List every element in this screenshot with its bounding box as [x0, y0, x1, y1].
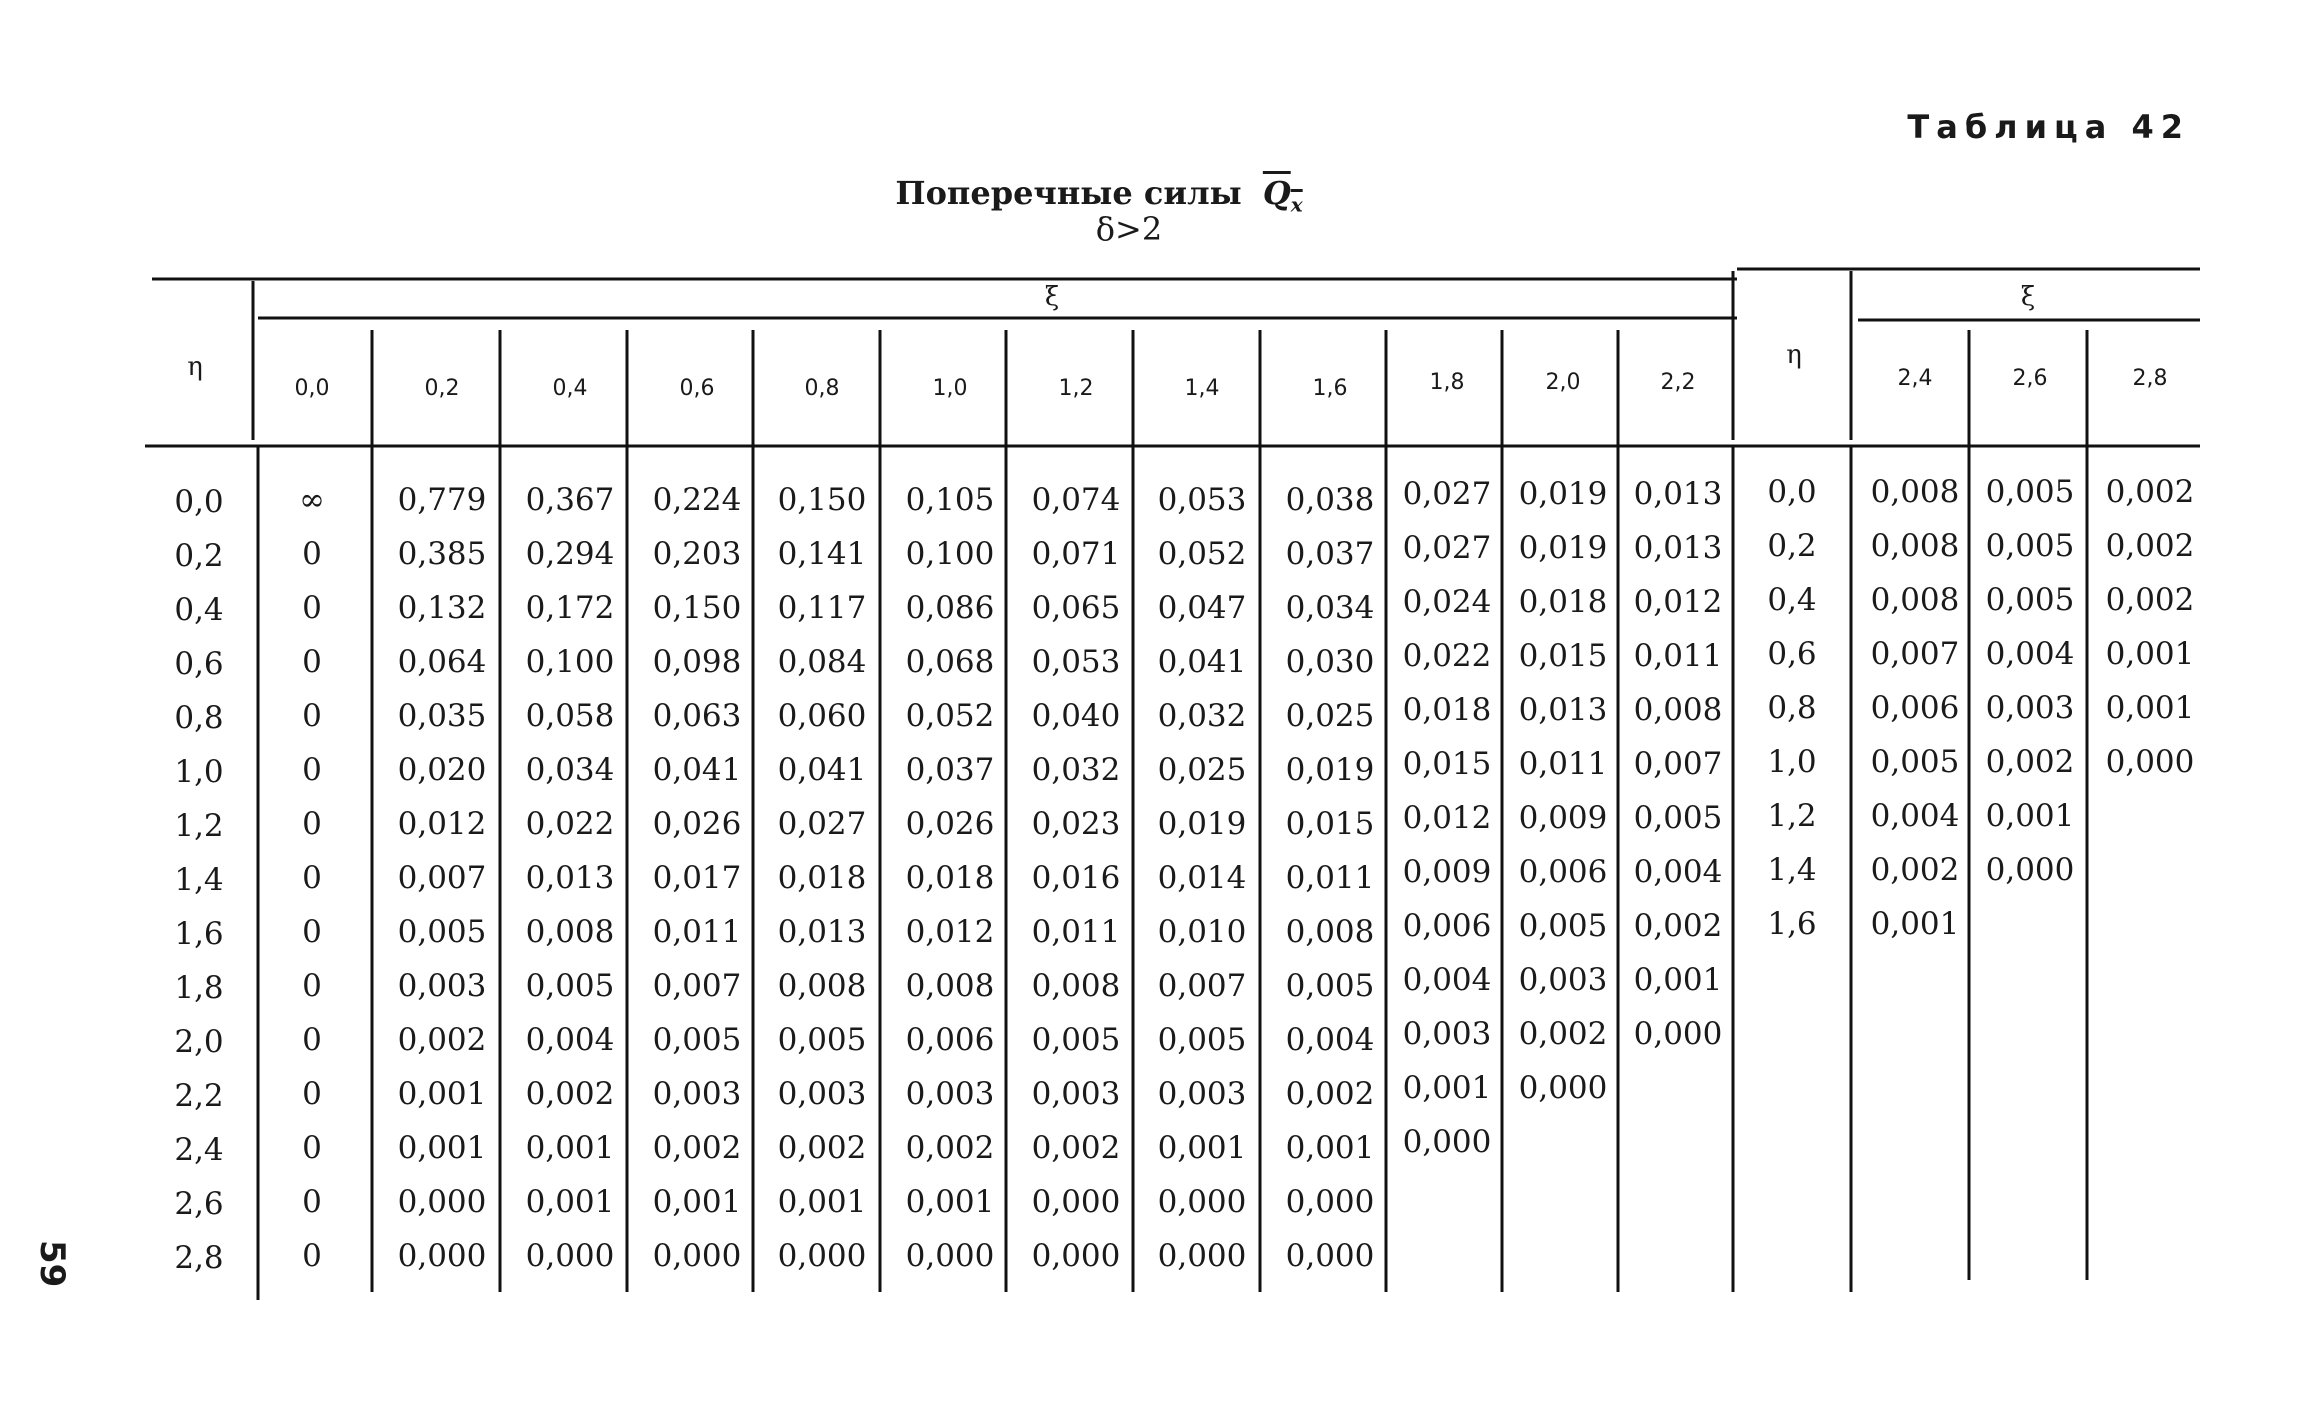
table-cell: 0,172 — [525, 590, 615, 626]
table-cell: 0,027 — [1402, 530, 1492, 566]
table-cell: 0,019 — [1518, 530, 1608, 566]
table-cell: 0,002 — [652, 1130, 742, 1166]
table-cell: 0,015 — [1285, 806, 1375, 842]
table-cell: 0,004 — [525, 1022, 615, 1058]
table-cell: 0,013 — [777, 914, 867, 950]
xi-column-header: 0,2 — [424, 376, 460, 401]
table-cell: 0,005 — [1985, 582, 2075, 618]
table-cell: 0 — [302, 1238, 322, 1274]
xi-column-header: 2,2 — [1660, 370, 1696, 395]
table-cell: 0,001 — [2105, 636, 2195, 672]
table-cell: 0,037 — [905, 752, 995, 788]
table-cell: 0,018 — [905, 860, 995, 896]
table-cell: 0,022 — [1402, 638, 1492, 674]
table-cell: 0,141 — [777, 536, 867, 572]
table-cell: 0 — [302, 536, 322, 572]
table-cell: 0 — [302, 1184, 322, 1220]
table-cell: 0 — [302, 860, 322, 896]
table-cell: 0,294 — [525, 536, 615, 572]
table-cell: 0,063 — [652, 698, 742, 734]
eta-row-label: 2,4 — [174, 1132, 224, 1168]
table-cell: 0,019 — [1285, 752, 1375, 788]
page-number: 59 — [32, 1240, 72, 1288]
table-cell: 0,012 — [1402, 800, 1492, 836]
table-cell: 0,018 — [1518, 584, 1608, 620]
table-cell: 0,019 — [1518, 476, 1608, 512]
table-cell: 0,001 — [525, 1130, 615, 1166]
table-cell: 0,041 — [1157, 644, 1247, 680]
table-cell: 0,132 — [397, 590, 487, 626]
table-cell: 0,007 — [397, 860, 487, 896]
table-cell: 0,005 — [1985, 528, 2075, 564]
table-cell: 0,002 — [2105, 474, 2195, 510]
table-cell: 0,003 — [1031, 1076, 1121, 1112]
table-cell: 0,007 — [1633, 746, 1723, 782]
table-cell: 0,005 — [1157, 1022, 1247, 1058]
table-cell: 0,002 — [777, 1130, 867, 1166]
eta-row-label: 1,0 — [174, 754, 224, 790]
table-cell: 0,001 — [1870, 906, 1960, 942]
eta-row-label: 0,0 — [1767, 474, 1817, 510]
table-cell: 0,034 — [1285, 590, 1375, 626]
table-cell: 0,002 — [525, 1076, 615, 1112]
table-cell: 0 — [302, 968, 322, 1004]
xi-column-header: 2,8 — [2132, 366, 2168, 391]
table-cell: 0,058 — [525, 698, 615, 734]
table-cell: 0,000 — [1402, 1124, 1492, 1160]
table-cell: 0,018 — [777, 860, 867, 896]
xi-column-header: 0,4 — [552, 376, 588, 401]
table-cell: 0,018 — [1402, 692, 1492, 728]
table-cell: 0,040 — [1031, 698, 1121, 734]
eta-row-label: 2,2 — [174, 1078, 224, 1114]
table-cell: 0,367 — [525, 482, 615, 518]
table-cell: 0,105 — [905, 482, 995, 518]
table-cell: 0,008 — [525, 914, 615, 950]
table-cell: 0,004 — [1633, 854, 1723, 890]
title-text: Поперечные силы — [895, 174, 1242, 212]
table-cell: 0,065 — [1031, 590, 1121, 626]
table-cell: 0,000 — [1031, 1184, 1121, 1220]
table-cell: 0,000 — [1633, 1016, 1723, 1052]
table-cell: 0,007 — [652, 968, 742, 1004]
table-cell: 0,007 — [1870, 636, 1960, 672]
table-cell: 0 — [302, 698, 322, 734]
table-cell: 0,002 — [1633, 908, 1723, 944]
table-cell: 0,027 — [1402, 476, 1492, 512]
table-cell: 0 — [302, 1022, 322, 1058]
table-cell: 0,203 — [652, 536, 742, 572]
table-cell: 0,001 — [1633, 962, 1723, 998]
table-cell: 0,030 — [1285, 644, 1375, 680]
table-cell: 0,005 — [1633, 800, 1723, 836]
table-cell: 0,008 — [1870, 528, 1960, 564]
table-cell: 0,000 — [1157, 1184, 1247, 1220]
table-cell: 0,025 — [1157, 752, 1247, 788]
table-subtitle: δ>2 — [1095, 210, 1163, 248]
xi-label: ξ — [1044, 282, 1060, 312]
table-cell: 0,003 — [652, 1076, 742, 1112]
table-cell: 0,224 — [652, 482, 742, 518]
eta-row-label: 1,6 — [174, 916, 224, 952]
table-cell: 0,001 — [1157, 1130, 1247, 1166]
table-cell: 0,098 — [652, 644, 742, 680]
table-cell: 0,013 — [525, 860, 615, 896]
xi-column-header: 1,8 — [1429, 370, 1465, 395]
table-cell: 0,000 — [905, 1238, 995, 1274]
table-cell: 0,013 — [1633, 530, 1723, 566]
table-cell: ∞ — [299, 482, 325, 518]
table-cell: 0,002 — [2105, 528, 2195, 564]
table-cell: 0,005 — [1518, 908, 1608, 944]
table-cell: 0,003 — [905, 1076, 995, 1112]
table-cell: 0,086 — [905, 590, 995, 626]
title-symbol: $Q_x$ — [1262, 174, 1303, 217]
eta-row-label: 0,4 — [174, 592, 224, 628]
table-cell: 0,008 — [1031, 968, 1121, 1004]
table-cell: 0,017 — [652, 860, 742, 896]
table-cell: 0,005 — [1031, 1022, 1121, 1058]
table-cell: 0,015 — [1518, 638, 1608, 674]
table-cell: 0,100 — [525, 644, 615, 680]
table-cell: 0,000 — [525, 1238, 615, 1274]
table-cell: 0,003 — [1402, 1016, 1492, 1052]
table-cell: 0,005 — [525, 968, 615, 1004]
table-cell: 0,007 — [1157, 968, 1247, 1004]
eta-row-label: 0,6 — [1767, 636, 1817, 672]
table-cell: 0,071 — [1031, 536, 1121, 572]
table-cell: 0,002 — [1985, 744, 2075, 780]
xi-column-header: 0,0 — [294, 376, 330, 401]
table-cell: 0,100 — [905, 536, 995, 572]
table-cell: 0,026 — [905, 806, 995, 842]
table-cell: 0,150 — [777, 482, 867, 518]
table-cell: 0,010 — [1157, 914, 1247, 950]
table-cell: 0,038 — [1285, 482, 1375, 518]
xi-column-header: 2,4 — [1897, 366, 1933, 391]
eta-row-label: 1,4 — [1767, 852, 1817, 888]
eta-row-label: 1,6 — [1767, 906, 1817, 942]
xi-column-header: 0,6 — [679, 376, 715, 401]
table-cell: 0,000 — [1285, 1184, 1375, 1220]
table-cell: 0,023 — [1031, 806, 1121, 842]
table-cell: 0,000 — [652, 1238, 742, 1274]
table-cell: 0,032 — [1157, 698, 1247, 734]
eta-row-label: 0,2 — [174, 538, 224, 574]
eta-row-label: 0,0 — [174, 484, 224, 520]
table-cell: 0,002 — [397, 1022, 487, 1058]
eta-row-label: 2,8 — [174, 1240, 224, 1276]
table-cell: 0,001 — [1985, 798, 2075, 834]
table-cell: 0,026 — [652, 806, 742, 842]
table-cell: 0,008 — [777, 968, 867, 1004]
table-cell: 0,002 — [1518, 1016, 1608, 1052]
table-cell: 0,012 — [905, 914, 995, 950]
table-cell: 0,002 — [1031, 1130, 1121, 1166]
table-cell: 0,009 — [1518, 800, 1608, 836]
table-cell: 0,014 — [1157, 860, 1247, 896]
table-cell: 0 — [302, 644, 322, 680]
table-cell: 0,002 — [1870, 852, 1960, 888]
table-cell: 0,034 — [525, 752, 615, 788]
eta-label: η — [1786, 340, 1802, 370]
table-cell: 0,001 — [777, 1184, 867, 1220]
table-cell: 0,013 — [1633, 476, 1723, 512]
table-cell: 0,035 — [397, 698, 487, 734]
table-cell: 0,004 — [1985, 636, 2075, 672]
xi-column-header: 2,6 — [2012, 366, 2048, 391]
table-cell: 0,003 — [1157, 1076, 1247, 1112]
table-cell: 0,008 — [1285, 914, 1375, 950]
table-cell: 0,024 — [1402, 584, 1492, 620]
table-cell: 0,012 — [1633, 584, 1723, 620]
table-cell: 0,005 — [777, 1022, 867, 1058]
table-cell: 0,003 — [777, 1076, 867, 1112]
xi-column-header: 1,0 — [932, 376, 968, 401]
table-cell: 0,000 — [1031, 1238, 1121, 1274]
eta-row-label: 1,0 — [1767, 744, 1817, 780]
table-cell: 0,000 — [777, 1238, 867, 1274]
table-cell: 0,001 — [397, 1076, 487, 1112]
table-cell: 0,001 — [1285, 1130, 1375, 1166]
table-cell: 0,005 — [1870, 744, 1960, 780]
table-cell: 0,001 — [905, 1184, 995, 1220]
table-cell: 0,001 — [2105, 690, 2195, 726]
table-cell: 0,000 — [397, 1238, 487, 1274]
xi-column-header: 1,4 — [1184, 376, 1220, 401]
table-cell: 0,084 — [777, 644, 867, 680]
table-cell: 0,001 — [397, 1130, 487, 1166]
table-cell: 0,001 — [652, 1184, 742, 1220]
table-cell: 0,011 — [1031, 914, 1121, 950]
table-cell: 0,117 — [777, 590, 867, 626]
eta-row-label: 0,4 — [1767, 582, 1817, 618]
table-cell: 0,020 — [397, 752, 487, 788]
table-cell: 0,150 — [652, 590, 742, 626]
table-cell: 0,019 — [1157, 806, 1247, 842]
table-cell: 0,005 — [397, 914, 487, 950]
table-cell: 0,000 — [1985, 852, 2075, 888]
eta-row-label: 2,0 — [174, 1024, 224, 1060]
table-cell: 0 — [302, 752, 322, 788]
table-cell: 0,011 — [1633, 638, 1723, 674]
table-cell: 0,011 — [652, 914, 742, 950]
table-cell: 0,006 — [1402, 908, 1492, 944]
table-cell: 0,385 — [397, 536, 487, 572]
table-cell: 0,064 — [397, 644, 487, 680]
table-cell: 0,006 — [905, 1022, 995, 1058]
table-cell: 0,003 — [1985, 690, 2075, 726]
table-cell: 0,005 — [1985, 474, 2075, 510]
table-cell: 0,053 — [1031, 644, 1121, 680]
table-cell: 0,052 — [905, 698, 995, 734]
table-cell: 0,012 — [397, 806, 487, 842]
eta-row-label: 1,2 — [174, 808, 224, 844]
table-cell: 0,006 — [1870, 690, 1960, 726]
table-cell: 0,011 — [1285, 860, 1375, 896]
table-cell: 0 — [302, 914, 322, 950]
eta-row-label: 0,8 — [1767, 690, 1817, 726]
table-cell: 0,013 — [1518, 692, 1608, 728]
xi-column-header: 1,2 — [1058, 376, 1094, 401]
table-cell: 0,047 — [1157, 590, 1247, 626]
table-cell: 0,005 — [652, 1022, 742, 1058]
table-cell: 0,002 — [1285, 1076, 1375, 1112]
table-cell: 0 — [302, 806, 322, 842]
eta-row-label: 1,8 — [174, 970, 224, 1006]
eta-row-label: 0,2 — [1767, 528, 1817, 564]
table-cell: 0,000 — [1518, 1070, 1608, 1106]
table-cell: 0,008 — [1633, 692, 1723, 728]
table-label: Таблица 42 — [1907, 108, 2190, 146]
table-cell: 0,025 — [1285, 698, 1375, 734]
table-cell: 0,004 — [1870, 798, 1960, 834]
eta-row-label: 1,4 — [174, 862, 224, 898]
table-cell: 0,001 — [525, 1184, 615, 1220]
eta-row-label: 0,6 — [174, 646, 224, 682]
table-cell: 0,008 — [905, 968, 995, 1004]
table-cell: 0,052 — [1157, 536, 1247, 572]
xi-column-header: 1,6 — [1312, 376, 1348, 401]
table-cell: 0,032 — [1031, 752, 1121, 788]
eta-label: η — [187, 352, 203, 382]
table-cell: 0,041 — [777, 752, 867, 788]
table-cell: 0,060 — [777, 698, 867, 734]
table-cell: 0,003 — [397, 968, 487, 1004]
table-cell: 0,006 — [1518, 854, 1608, 890]
table-cell: 0,003 — [1518, 962, 1608, 998]
table-cell: 0,053 — [1157, 482, 1247, 518]
table-cell: 0,001 — [1402, 1070, 1492, 1106]
table-cell: 0,000 — [2105, 744, 2195, 780]
table-cell: 0,009 — [1402, 854, 1492, 890]
eta-row-label: 0,8 — [174, 700, 224, 736]
table-cell: 0,041 — [652, 752, 742, 788]
table-cell: 0,779 — [397, 482, 487, 518]
table-cell: 0,015 — [1402, 746, 1492, 782]
table-cell: 0,016 — [1031, 860, 1121, 896]
table-cell: 0,004 — [1402, 962, 1492, 998]
table-cell: 0,000 — [1157, 1238, 1247, 1274]
table-cell: 0 — [302, 1076, 322, 1112]
xi-label: ξ — [2020, 282, 2036, 312]
table-cell: 0,068 — [905, 644, 995, 680]
table-cell: 0,011 — [1518, 746, 1608, 782]
table-cell: 0,005 — [1285, 968, 1375, 1004]
table-cell: 0,002 — [2105, 582, 2195, 618]
table-cell: 0,008 — [1870, 582, 1960, 618]
eta-row-label: 2,6 — [174, 1186, 224, 1222]
xi-column-header: 0,8 — [804, 376, 840, 401]
table-cell: 0,022 — [525, 806, 615, 842]
table-cell: 0,074 — [1031, 482, 1121, 518]
table-cell: 0,037 — [1285, 536, 1375, 572]
table-cell: 0,000 — [1285, 1238, 1375, 1274]
table-cell: 0 — [302, 590, 322, 626]
eta-row-label: 1,2 — [1767, 798, 1817, 834]
table-cell: 0,004 — [1285, 1022, 1375, 1058]
table-cell: 0,008 — [1870, 474, 1960, 510]
xi-column-header: 2,0 — [1545, 370, 1581, 395]
table-cell: 0,000 — [397, 1184, 487, 1220]
table-cell: 0,027 — [777, 806, 867, 842]
table-cell: 0,002 — [905, 1130, 995, 1166]
table-cell: 0 — [302, 1130, 322, 1166]
